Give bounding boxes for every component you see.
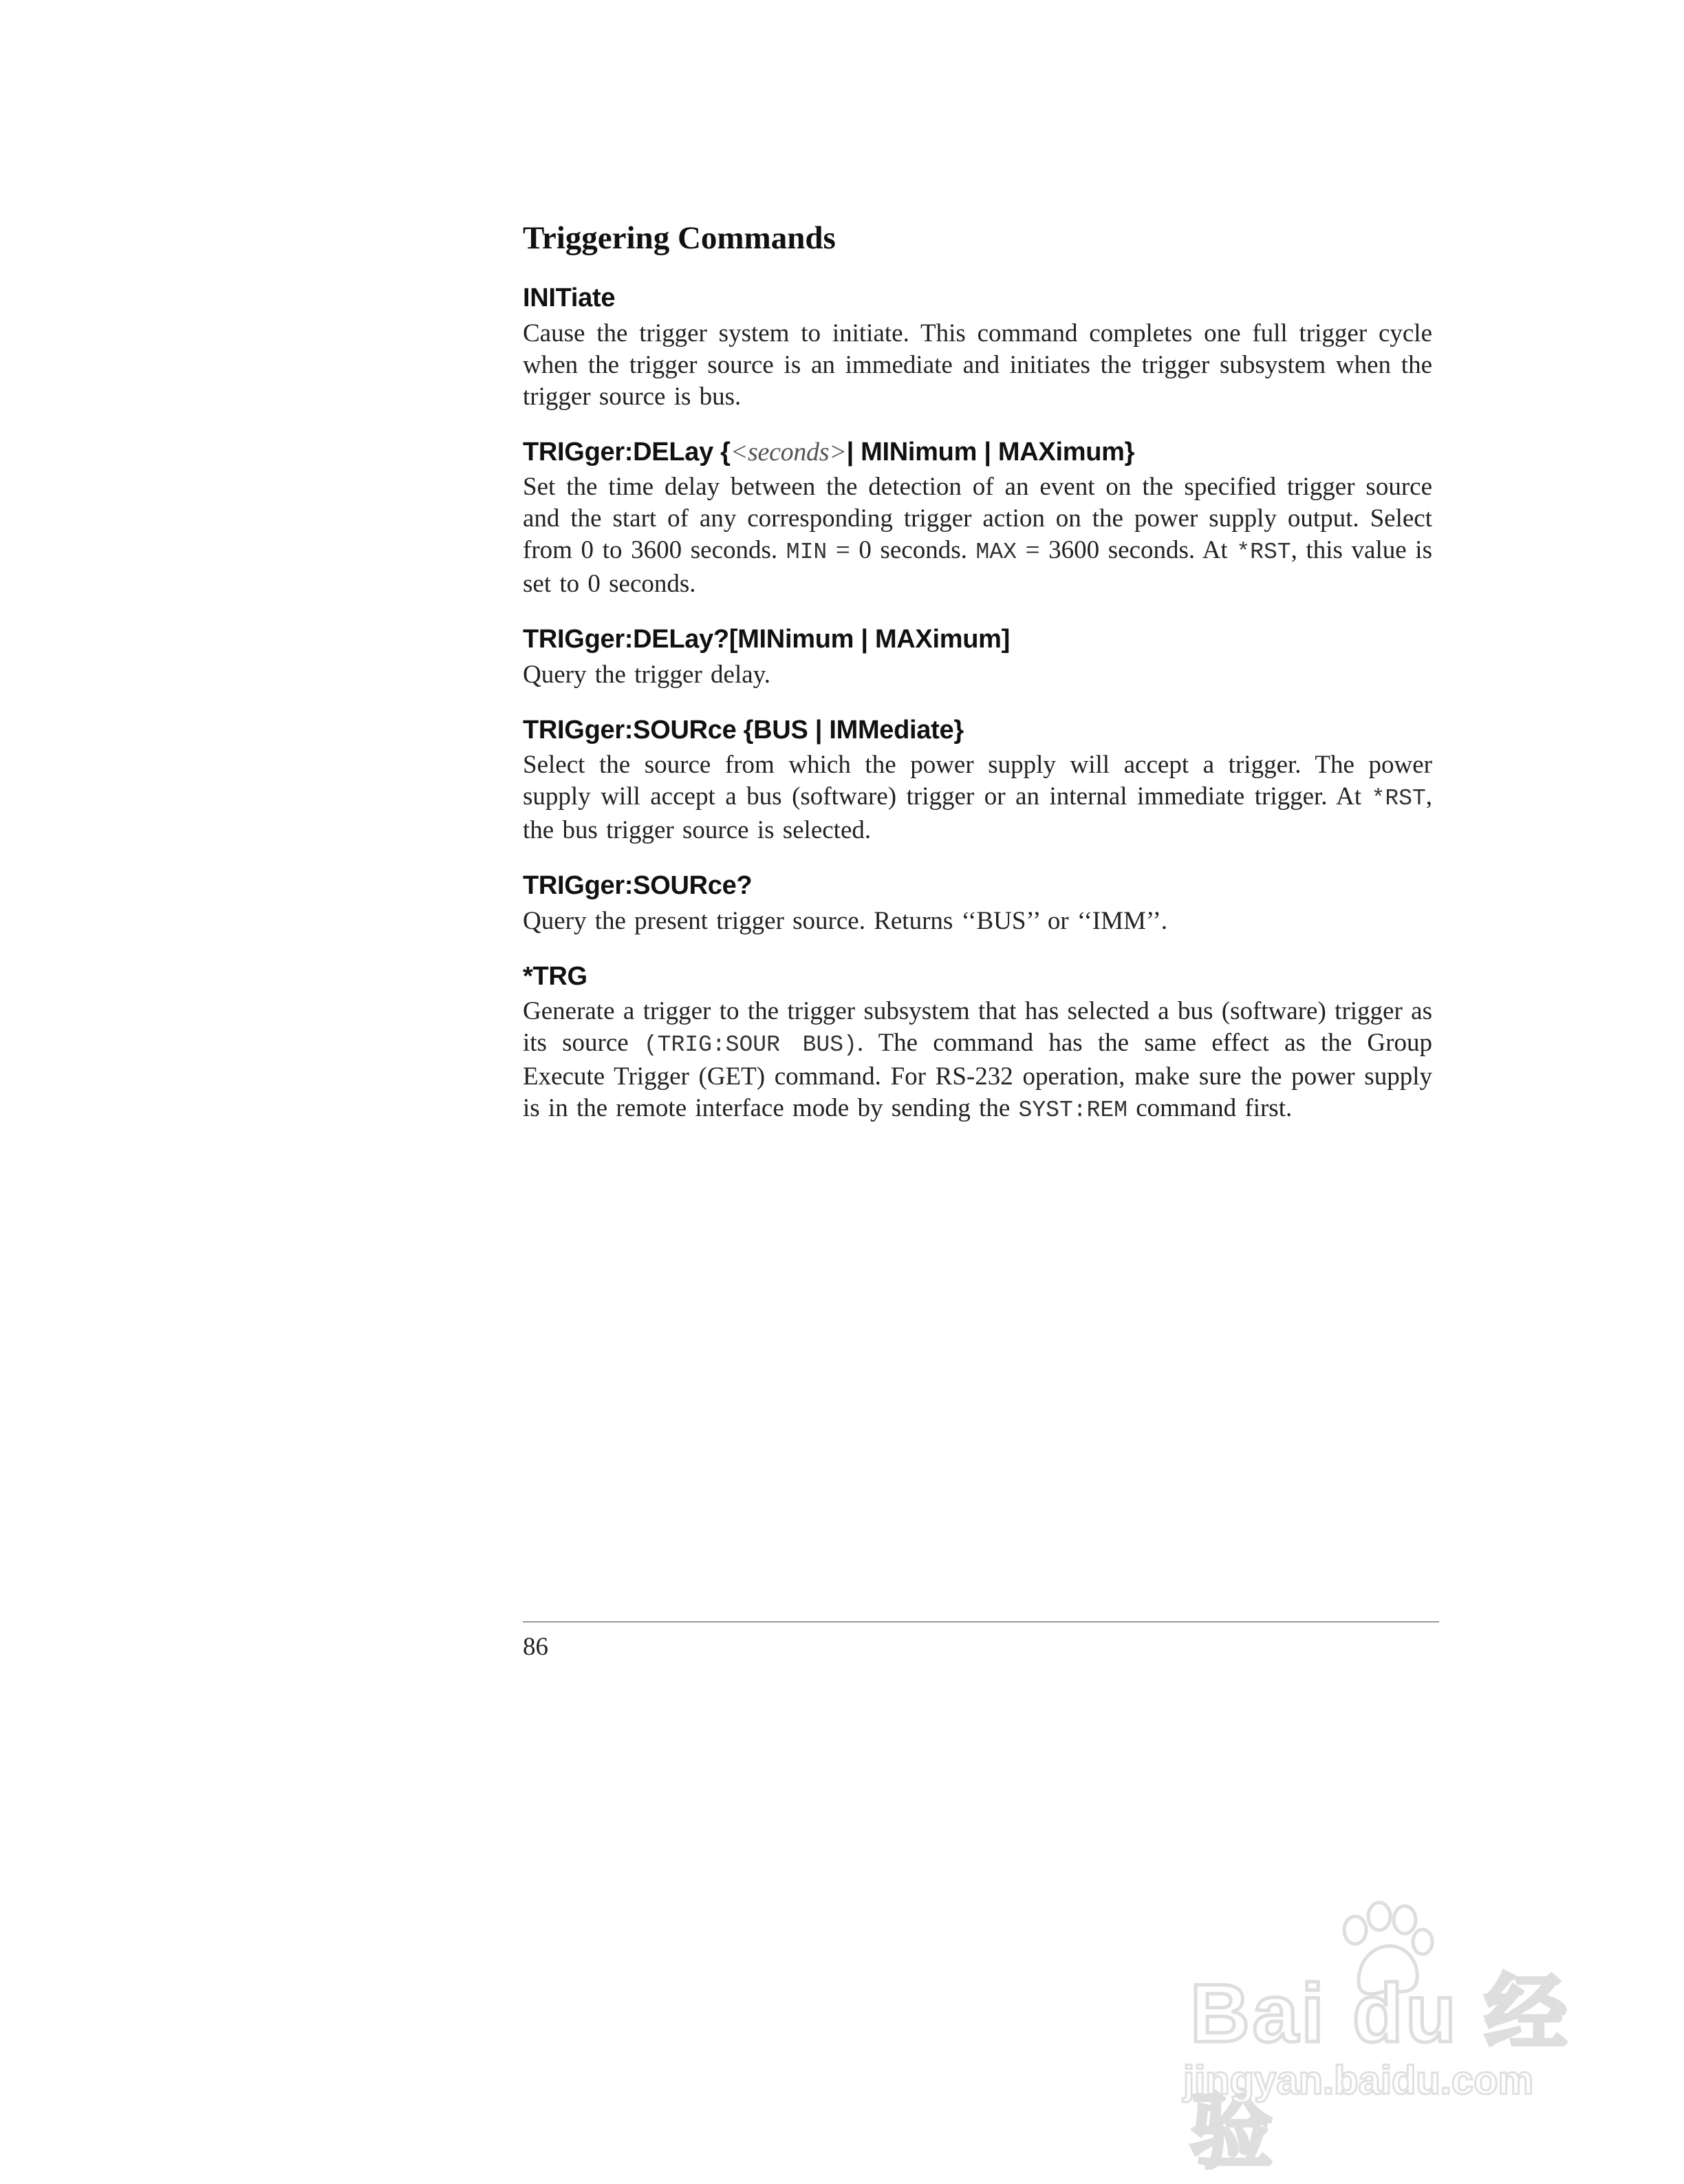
command-trigger-source [523, 714, 1432, 847]
command-name: *TRG [523, 961, 587, 991]
desc-text: = 0 seconds. [827, 536, 976, 565]
command-trigger-delay [523, 436, 1432, 601]
desc-text: command first. [1127, 1094, 1293, 1123]
command-name-suffix: | MINimum | MAXimum} [846, 437, 1135, 467]
command-trigger-delay-query [523, 623, 1432, 691]
command-description [523, 471, 1432, 600]
desc-text: = 3600 seconds. At [1016, 536, 1237, 565]
desc-text: , this value is set to 0 seconds. [523, 536, 1432, 599]
footer-divider [523, 1621, 1439, 1623]
command-name: TRIGger:SOURce {BUS | IMMediate} [523, 715, 964, 745]
desc-text: . The command has the same effect as the Group Execute Trigger (GET) command. For RS-232 operation, make sure the power supply is in the remote interface mode by sending the [523, 1029, 1432, 1123]
code-trig-sour-bus: (TRIG:SOUR BUS) [643, 1032, 857, 1058]
command-description: Query the trigger delay. [523, 660, 771, 689]
command-name: TRIGger:SOURce? [523, 871, 753, 901]
section-title: Triggering Commands [523, 220, 836, 256]
command-description: Query the present trigger source. Returns ‘‘BUS’’ or ‘‘IMM’’. [523, 906, 1168, 935]
code-rst: *RST [1236, 539, 1291, 566]
command-name: TRIGger:DELay?[MINimum | MAXimum] [523, 625, 1010, 654]
command-trigger-source-query [523, 870, 1432, 937]
desc-text: Select the source from which the power supply will accept a trigger. The power supply will accept a bus (software) trigger or an internal immediate trigger. At [523, 751, 1432, 811]
command-description [523, 996, 1432, 1126]
page-number: 86 [523, 1633, 548, 1661]
watermark-brand: Bai du 经验 [1190, 1967, 1570, 2178]
code-syst-rem: SYST:REM [1018, 1098, 1127, 1124]
command-name [523, 436, 1432, 469]
page-content [523, 219, 1432, 1150]
command-name-prefix: TRIGger:DELay { [523, 437, 731, 467]
command-initiate [523, 282, 1432, 413]
desc-text: Generate a trigger to the trigger subsystem that has selected a bus (software) trigger as its source [523, 997, 1432, 1058]
code-min: MIN [786, 539, 828, 566]
watermark-url: jingyan.baidu.com [1183, 2058, 1534, 2103]
command-name: INITiate [523, 283, 616, 313]
desc-text: , the bus trigger source is selected. [523, 782, 1432, 845]
command-description [523, 749, 1432, 846]
command-description: Cause the trigger system to initiate. This command completes one full trigger cycle when the trigger source is an immediate and initiates the trigger subsystem when the trigger source is bus. [523, 319, 1432, 411]
command-trg [523, 961, 1432, 1127]
command-argument: <seconds> [730, 437, 847, 467]
desc-text: Set the time delay between the detection of an event on the specified trigger source and the start of any corresponding trigger action on the power supply output. Select from 0 to 3600 seconds. [523, 473, 1432, 565]
code-rst: *RST [1371, 786, 1426, 812]
baidu-watermark [1169, 1899, 1582, 2178]
code-max: MAX [975, 539, 1017, 566]
